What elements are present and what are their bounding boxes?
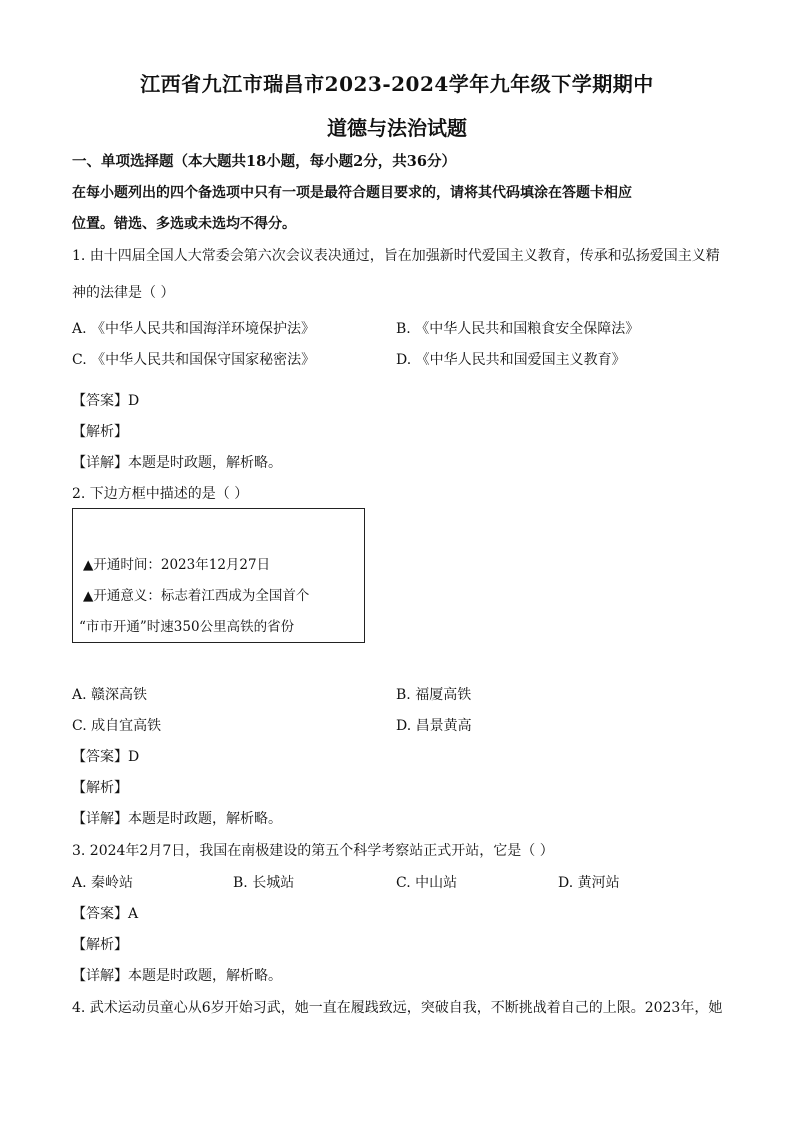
q2-box-line2: ▲开通意义：标志着江西成为全国首个 <box>83 588 310 604</box>
q3-option-a: A. 秦岭站 <box>72 875 134 891</box>
exam-title: 江西省九江市瑞昌市2023-2024学年九年级下学期期中 <box>140 72 654 96</box>
q3-stem: 3. 2024年2月7日，我国在南极建设的第五个科学考察站正式开站，它是（ ） <box>72 843 554 859</box>
q1-analysis: 【解析】 <box>72 424 128 440</box>
q3-option-b: B. 长城站 <box>233 875 295 891</box>
q1-option-a: A. 《中华人民共和国海洋环境保护法》 <box>72 321 316 337</box>
q3-option-d: D. 黄河站 <box>558 875 620 891</box>
q2-option-a: A. 赣深高铁 <box>72 687 148 703</box>
q1-option-b: B. 《中华人民共和国粮食安全保障法》 <box>396 321 640 337</box>
section-instruction-1: 在每小题列出的四个备选项中只有一项是最符合题目要求的，请将其代码填涂在答题卡相应 <box>72 185 632 201</box>
q2-box-line3: “市市开通”时速350公里高铁的省份 <box>79 619 295 635</box>
q2-option-b: B. 福厦高铁 <box>396 687 472 703</box>
q3-option-c: C. 中山站 <box>396 875 458 891</box>
q2-option-d: D. 昌景黄高 <box>396 718 472 734</box>
q2-info-box <box>72 508 365 643</box>
section-heading: 一、单项选择题（本大题共18小题，每小题2分，共36分） <box>72 153 456 170</box>
q2-stem: 2. 下边方框中描述的是（ ） <box>72 486 249 502</box>
q1-option-d: D. 《中华人民共和国爱国主义教育》 <box>396 352 626 368</box>
q3-answer: 【答案】A <box>72 906 139 922</box>
q3-detail: 【详解】本题是时政题，解析略。 <box>72 968 282 984</box>
exam-subtitle: 道德与法治试题 <box>327 116 467 140</box>
q2-box-line1: ▲开通时间：2023年12月27日 <box>83 557 271 573</box>
q1-stem-line2: 神的法律是（ ） <box>72 285 175 301</box>
q3-analysis: 【解析】 <box>72 937 128 953</box>
q1-detail: 【详解】本题是时政题，解析略。 <box>72 455 282 471</box>
q2-analysis: 【解析】 <box>72 780 128 796</box>
q2-answer: 【答案】D <box>72 749 140 765</box>
section-instruction-2: 位置。错选、多选或未选均不得分。 <box>72 216 296 232</box>
q2-option-c: C. 成自宜高铁 <box>72 718 162 734</box>
q1-stem-line1: 1. 由十四届全国人大常委会第六次会议表决通过，旨在加强新时代爱国主义教育，传承和弘扬爱国主义精 <box>72 248 720 264</box>
q1-option-c: C. 《中华人民共和国保守国家秘密法》 <box>72 352 316 368</box>
q4-stem-line1: 4. 武术运动员童心从6岁开始习武，她一直在履践致远，突破自我，不断挑战着自己的上限。2023年，她 <box>72 1000 723 1016</box>
q2-detail: 【详解】本题是时政题，解析略。 <box>72 811 282 827</box>
q1-answer: 【答案】D <box>72 393 140 409</box>
